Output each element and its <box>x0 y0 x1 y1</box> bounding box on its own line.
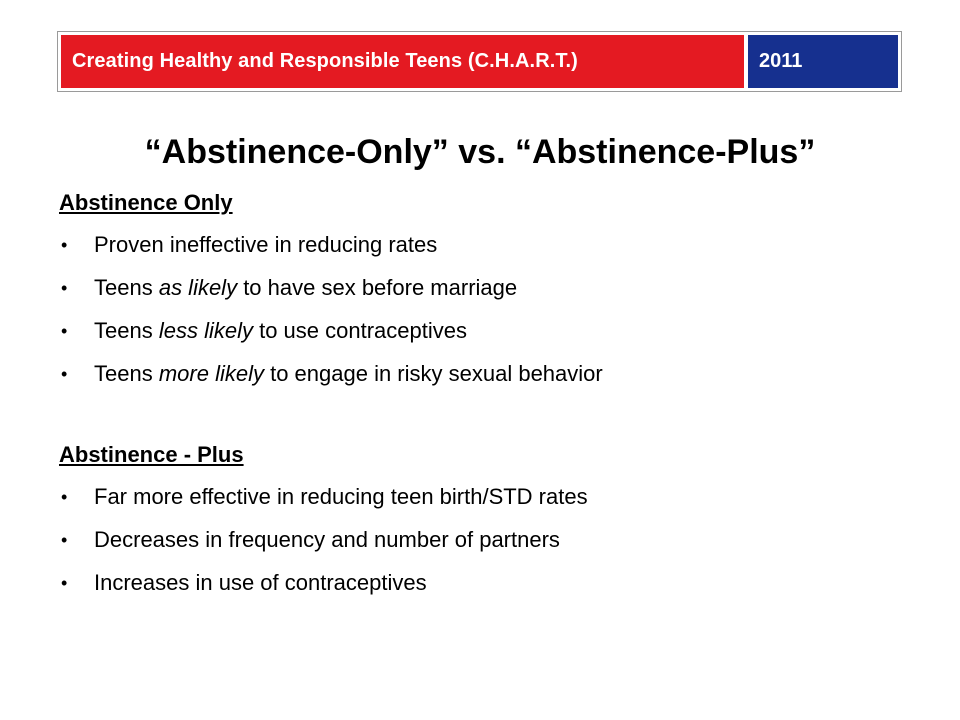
bullet-item <box>59 274 603 317</box>
bullet-item <box>59 231 603 274</box>
bullet-item <box>59 569 588 612</box>
section-heading-abstinence-plus: Abstinence - Plus <box>59 442 244 467</box>
bullet-text-emphasis: as likely <box>158 275 238 300</box>
slide-title: “Abstinence-Only” vs. “Abstinence-Plus” <box>144 133 816 171</box>
bullet-dot-icon: • <box>61 573 68 593</box>
section-heading-abstinence-only: Abstinence Only <box>59 190 233 215</box>
banner-year: 2011 <box>748 35 898 88</box>
bullet-dot-icon: • <box>61 530 68 550</box>
bullet-text-emphasis: more likely <box>158 361 264 386</box>
bullet-text-emphasis: less likely <box>158 318 253 343</box>
bullet-dot-icon: • <box>61 278 68 298</box>
bullet-text: Proven ineffective in reducing rates <box>94 232 438 257</box>
bullet-text: Far more effective in reducing teen birth/STD rates <box>94 484 588 509</box>
bullet-text: to have sex before marriage <box>237 275 518 300</box>
bullet-list-abstinence-plus <box>59 483 588 612</box>
bullet-text: to use contraceptives <box>252 318 467 343</box>
bullet-text: to engage in risky sexual behavior <box>263 361 603 386</box>
bullet-text: Teens <box>94 318 159 343</box>
bullet-text: Teens <box>94 275 159 300</box>
banner-title: Creating Healthy and Responsible Teens (C.H.A.R.T.) <box>61 35 744 88</box>
bullet-item <box>59 483 588 526</box>
bullet-text: Increases in use of contraceptives <box>94 570 427 595</box>
bullet-text: Decreases in frequency and number of partners <box>94 527 560 552</box>
bullet-dot-icon: • <box>61 321 68 341</box>
bullet-item <box>59 360 603 403</box>
bullet-item <box>59 526 588 569</box>
header-banner-inner <box>61 35 898 88</box>
bullet-dot-icon: • <box>61 235 68 255</box>
bullet-item <box>59 317 603 360</box>
bullet-dot-icon: • <box>61 364 68 384</box>
bullet-list-abstinence-only <box>59 231 603 403</box>
header-banner <box>57 31 902 92</box>
bullet-text: Teens <box>94 361 159 386</box>
bullet-dot-icon: • <box>61 487 68 507</box>
